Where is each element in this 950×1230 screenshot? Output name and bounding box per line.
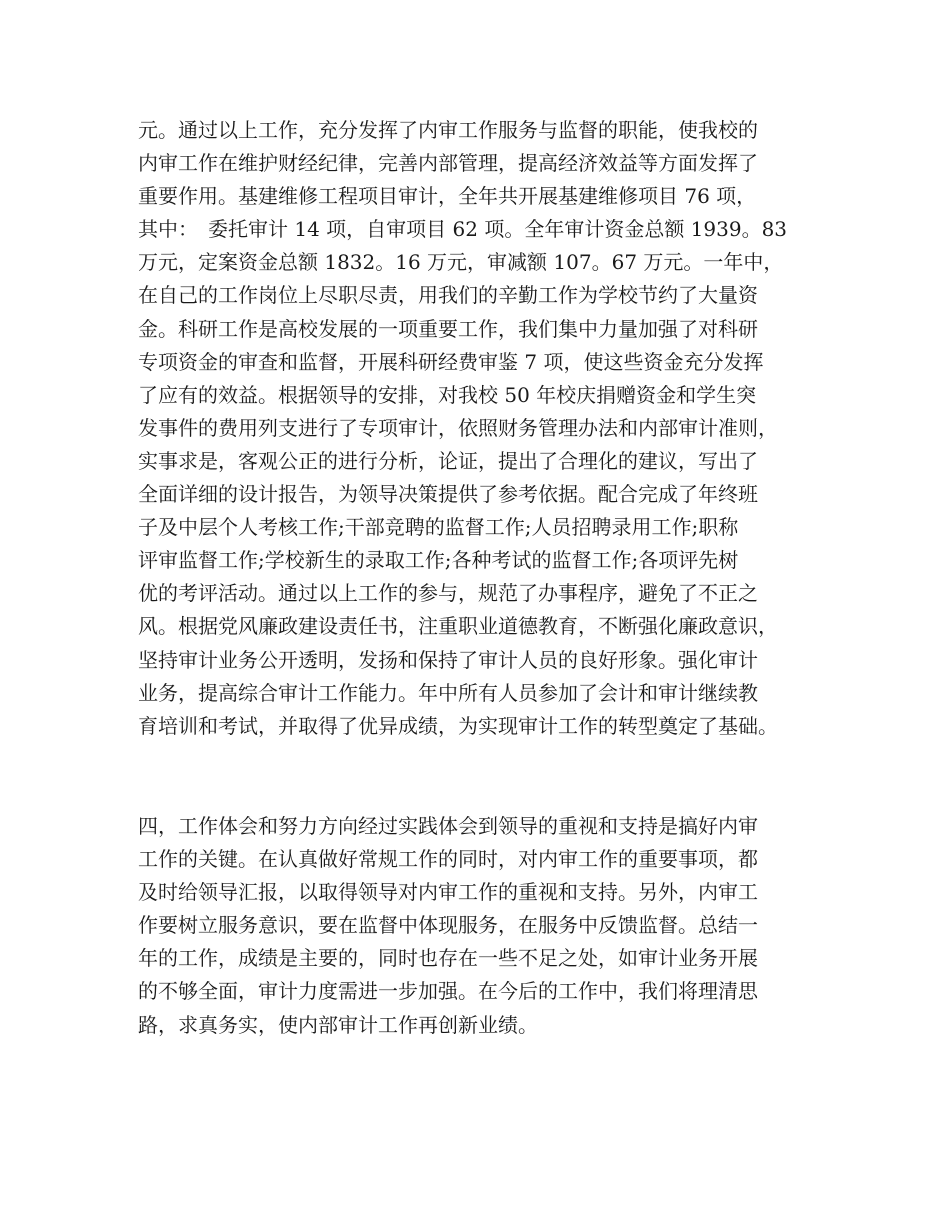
text-line: 了应有的效益。根据领导的安排，对我校 50 年校庆捐赠资金和学生突 — [138, 382, 757, 407]
paragraph-experience-and-direction — [138, 810, 828, 1042]
text-line: 的不够全面，审计力度需进一步加强。在今后的工作中，我们将理清思 — [138, 979, 758, 1004]
text-line: 发事件的费用列支进行了专项审计，依照财务管理办法和内部审计准则， — [138, 415, 778, 440]
text-line: 金。科研工作是高校发展的一项重要工作，我们集中力量加强了对科研 — [138, 316, 758, 341]
text-line: 内审工作在维护财经纪律，完善内部管理，提高经济效益等方面发挥了 — [138, 151, 758, 176]
text-line: 评审监督工作;学校新生的录取工作;各种考试的监督工作;各项评先树 — [138, 548, 739, 573]
text-line: 重要作用。基建维修工程项目审计，全年共开展基建维修项目 76 项， — [138, 184, 757, 209]
text-line: 子及中层个人考核工作;干部竞聘的监督工作;人员招聘录用工作;职称 — [138, 515, 739, 540]
text-line: 年的工作，成绩是主要的，同时也存在一些不足之处，如审计业务开展 — [138, 946, 758, 971]
text-line: 实事求是，客观公正的进行分析，论证，提出了合理化的建议，写出了 — [138, 448, 758, 473]
text-line: 坚持审计业务公开透明，发扬和保持了审计人员的良好形象。强化审计 — [138, 647, 758, 672]
text-line: 万元，定案资金总额 1832。16 万元，审减额 107。67 万元。一年中， — [138, 250, 784, 275]
text-line: 育培训和考试，并取得了优异成绩，为实现审计工作的转型奠定了基础。 — [138, 713, 778, 738]
text-line: 在自己的工作岗位上尽职尽责，用我们的辛勤工作为学校节约了大量资 — [138, 283, 758, 308]
text-line: 工作的关键。在认真做好常规工作的同时，对内审工作的重要事项，都 — [138, 847, 758, 872]
text-line: 风。根据党风廉政建设责任书，注重职业道德教育，不断强化廉政意识， — [138, 614, 778, 639]
paragraph-audit-work — [138, 114, 828, 743]
text-line: 及时给领导汇报，以取得领导对内审工作的重视和支持。另外，内审工 — [138, 880, 758, 905]
text-line: 元。通过以上工作，充分发挥了内审工作服务与监督的职能，使我校的 — [138, 118, 758, 142]
text-line: 四，工作体会和努力方向经过实践体会到领导的重视和支持是搞好内审 — [138, 814, 758, 838]
text-line: 业务，提高综合审计工作能力。年中所有人员参加了会计和审计继续教 — [138, 680, 758, 705]
text-line: 专项资金的审查和监督，开展科研经费审鉴 7 项，使这些资金充分发挥 — [138, 349, 764, 374]
text-line: 优的考评活动。通过以上工作的参与，规范了办事程序，避免了不正之 — [138, 581, 758, 606]
text-line: 其中： 委托审计 14 项，自审项目 62 项。全年审计资金总额 1939。83 — [138, 217, 788, 242]
text-line: 路，求真务实，使内部审计工作再创新业绩。 — [138, 1012, 538, 1037]
text-line: 作要树立服务意识，要在监督中体现服务，在服务中反馈监督。总结一 — [138, 913, 758, 938]
text-line: 全面详细的设计报告，为领导决策提供了参考依据。配合完成了年终班 — [138, 482, 758, 507]
